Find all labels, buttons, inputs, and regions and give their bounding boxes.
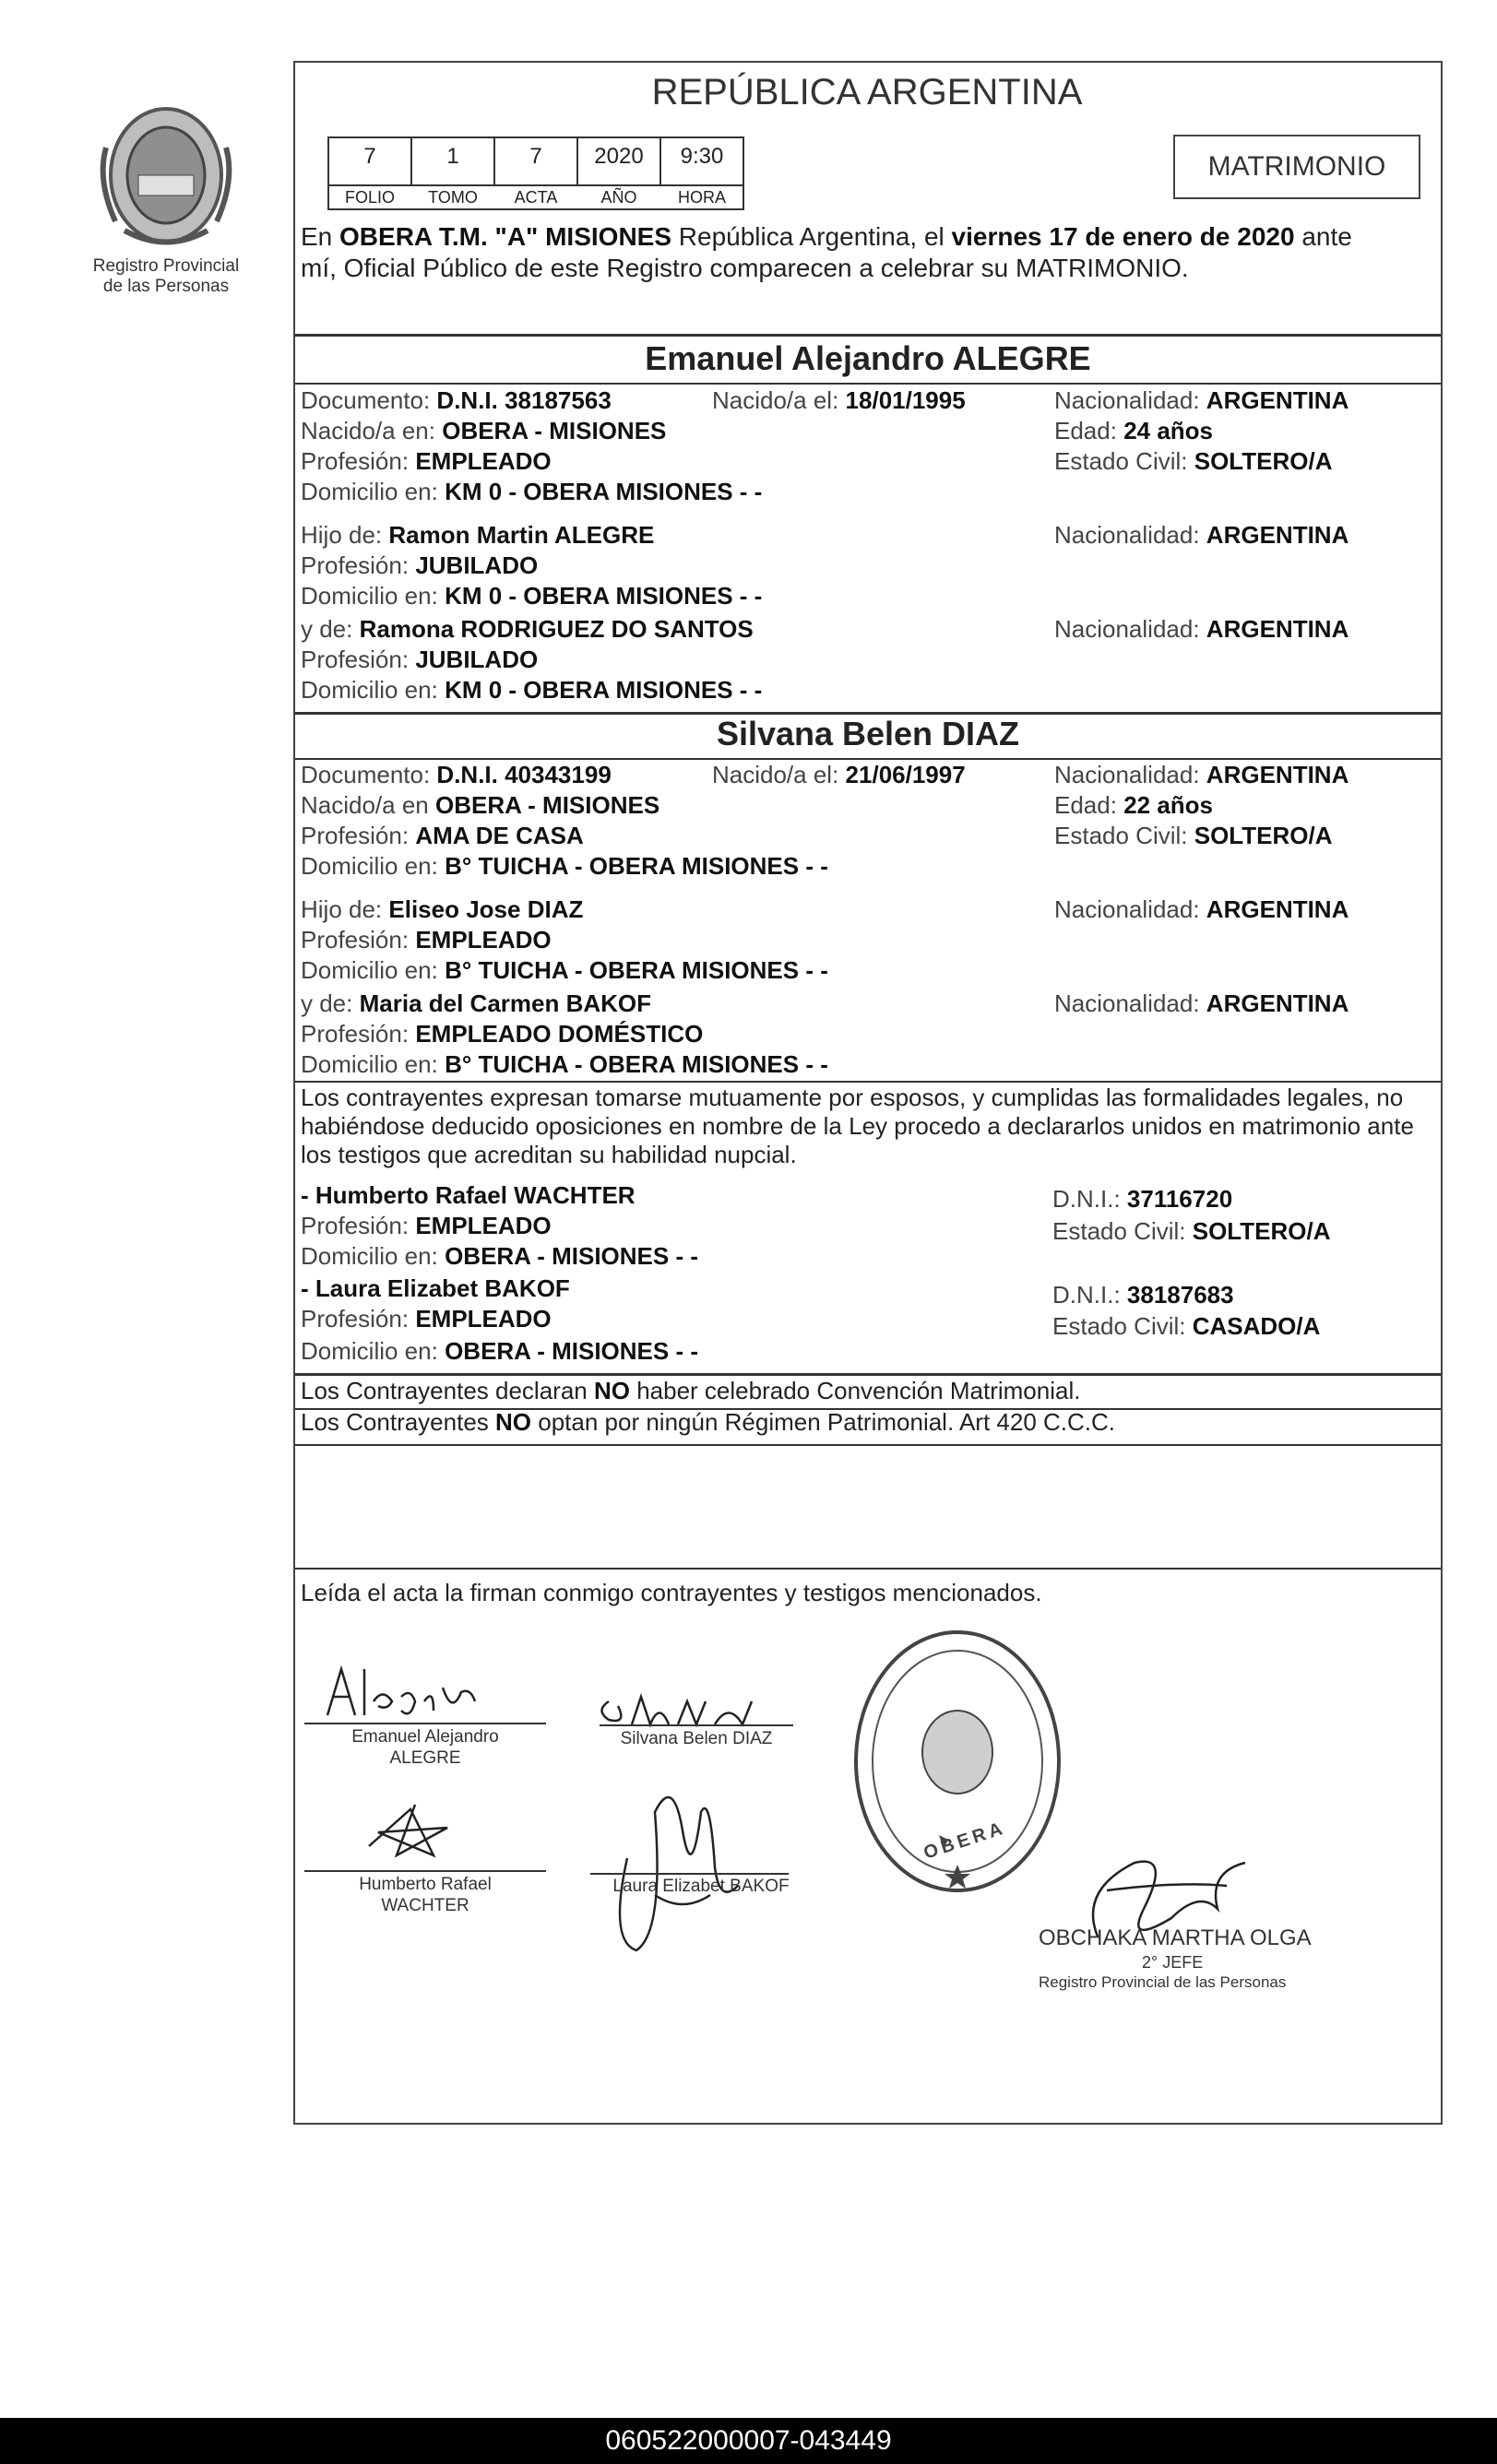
bride-doc: Documento: D.N.I. 40343199 [301, 761, 612, 788]
document-barcode-number: 060522000007-043449 [0, 2418, 1497, 2464]
convention-line-2: Los Contrayentes NO optan por ningún Régimen Patrimonial. Art 420 C.C.C. [301, 1408, 1116, 1436]
caption-line-2: de las Personas [102, 277, 230, 296]
stamp-city: OBERA [921, 1818, 1009, 1864]
official-office: Registro Provincial de las Personas [1039, 1973, 1287, 1991]
registry-caption [74, 256, 258, 297]
groom-doc: Documento: D.N.I. 38187563 [301, 386, 612, 414]
signature-groom-icon [323, 1660, 480, 1724]
bride-civil: Estado Civil: SOLTERO/A [1054, 822, 1333, 849]
bride-name: Silvana Belen DIAZ [716, 715, 1020, 752]
hora-value: 9:30 [680, 144, 724, 169]
witness-2-name: - Laura Elizabet BAKOF [301, 1274, 570, 1302]
ano-value: 2020 [594, 144, 644, 169]
groom-mother-dom: Domicilio en: KM 0 - OBERA MISIONES - - [301, 676, 763, 704]
groom-father-nat: Nacionalidad: ARGENTINA [1054, 521, 1349, 549]
groom-mother-nat: Nacionalidad: ARGENTINA [1054, 615, 1349, 643]
declaration-line-2: habiéndose deducido oposiciones en nombre de la Ley procedo a declararlos unidos en matrimonio ante [301, 1112, 1414, 1140]
acta-label: ACTA [514, 188, 558, 207]
groom-civil: Estado Civil: SOLTERO/A [1054, 447, 1333, 475]
witness-1-dni: D.N.I.: 37116720 [1052, 1185, 1233, 1213]
intro-line-2: mí, Oficial Público de este Registro comparecen a celebrar su MATRIMONIO. [301, 254, 1189, 282]
signature-witness1-label: Humberto Rafael WACHTER [359, 1875, 492, 1915]
groom-born: Nacido/a el: 18/01/1995 [712, 386, 966, 414]
groom-age: Edad: 24 años [1054, 417, 1214, 444]
witness-1-name: - Humberto Rafael WACHTER [301, 1181, 636, 1209]
caption-line-1: Registro Provincial [92, 256, 240, 276]
tomo-value: 1 [446, 144, 459, 169]
groom-birthplace: Nacido/a en: OBERA - MISIONES [301, 417, 667, 444]
bride-father-prof: Profesión: EMPLEADO [301, 926, 552, 954]
groom-father: Hijo de: Ramon Martin ALEGRE [301, 521, 655, 549]
groom-name: Emanuel Alejandro ALEGRE [645, 339, 1091, 377]
witness-2-dni: D.N.I.: 38187683 [1052, 1281, 1234, 1309]
official-stamp-icon [847, 1623, 1068, 1900]
bride-birthplace: Nacido/a en OBERA - MISIONES [301, 791, 660, 819]
signature-witness2-icon [600, 1757, 784, 1960]
bride-nationality: Nacionalidad: ARGENTINA [1054, 761, 1349, 788]
bride-mother-prof: Profesión: EMPLEADO DOMÉSTICO [301, 1020, 704, 1048]
groom-nationality: Nacionalidad: ARGENTINA [1054, 386, 1349, 414]
witness-2-dom: Domicilio en: OBERA - MISIONES - - [301, 1337, 698, 1365]
witness-1-prof: Profesión: EMPLEADO [301, 1212, 552, 1239]
witness-1-dom: Domicilio en: OBERA - MISIONES - - [301, 1242, 698, 1270]
groom-profession: Profesión: EMPLEADO [301, 447, 552, 475]
folio-value: 7 [363, 144, 376, 169]
tomo-label: TOMO [428, 188, 478, 207]
bride-mother: y de: Maria del Carmen BAKOF [301, 989, 652, 1017]
official-role: 2° JEFE [1142, 1953, 1204, 1972]
ano-label: AÑO [600, 188, 637, 207]
convention-line-1: Los Contrayentes declaran NO haber celebrado Convención Matrimonial. [301, 1377, 1081, 1404]
groom-father-prof: Profesión: JUBILADO [301, 551, 539, 579]
declaration-line-1: Los contrayentes expresan tomarse mutuamente por esposos, y cumplidas las formalidades legales, no [301, 1084, 1404, 1111]
folio-label: FOLIO [344, 188, 395, 207]
bride-mother-nat: Nacionalidad: ARGENTINA [1054, 989, 1349, 1017]
declaration-line-3-visible: los testigos que acreditan su habilidad nupcial. [301, 1141, 797, 1168]
signature-witness2-label: Laura Elizabet BAKOF [612, 1877, 790, 1896]
bride-profession: Profesión: AMA DE CASA [301, 822, 584, 849]
seal-emblem-icon [88, 92, 244, 254]
signature-bride-label: Silvana Belen DIAZ [620, 1729, 773, 1748]
signature-bride-icon [590, 1683, 756, 1729]
groom-mother-prof: Profesión: JUBILADO [301, 646, 539, 673]
groom-father-dom: Domicilio en: KM 0 - OBERA MISIONES - - [301, 582, 763, 610]
hora-label: HORA [677, 188, 726, 207]
bride-mother-dom: Domicilio en: B° TUICHA - OBERA MISIONES - - [301, 1050, 828, 1078]
bride-father: Hijo de: Eliseo Jose DIAZ [301, 895, 584, 923]
bride-father-dom: Domicilio en: B° TUICHA - OBERA MISIONES - - [301, 956, 828, 984]
official-name: OBCHAKA MARTHA OLGA [1039, 1925, 1312, 1950]
bride-father-nat: Nacionalidad: ARGENTINA [1054, 895, 1349, 923]
bride-age: Edad: 22 años [1054, 791, 1214, 819]
acta-value: 7 [529, 144, 542, 169]
groom-mother: y de: Ramona RODRIGUEZ DO SANTOS [301, 615, 754, 643]
bride-born: Nacido/a el: 21/06/1997 [712, 761, 966, 788]
groom-address: Domicilio en: KM 0 - OBERA MISIONES - - [301, 478, 763, 505]
intro-line-1: En OBERA T.M. "A" MISIONES República Argentina, el viernes 17 de enero de 2020 ante [301, 222, 1352, 251]
witness-1-civil: Estado Civil: SOLTERO/A [1052, 1217, 1331, 1245]
closing-text: Leída el acta la firman conmigo contrayentes y testigos mencionados. [301, 1579, 1042, 1606]
act-type-box: MATRIMONIO [1173, 135, 1420, 199]
province-seal [88, 92, 244, 254]
signature-witness1-icon [360, 1800, 461, 1865]
document-title: REPÚBLICA ARGENTINA [651, 72, 1083, 113]
witness-2-civil: Estado Civil: CASADO/A [1052, 1312, 1321, 1340]
signature-groom-label: Emanuel Alejandro ALEGRE [351, 1727, 499, 1768]
witness-2-prof: Profesión: EMPLEADO [301, 1305, 552, 1333]
bride-address: Domicilio en: B° TUICHA - OBERA MISIONES - - [301, 852, 828, 880]
